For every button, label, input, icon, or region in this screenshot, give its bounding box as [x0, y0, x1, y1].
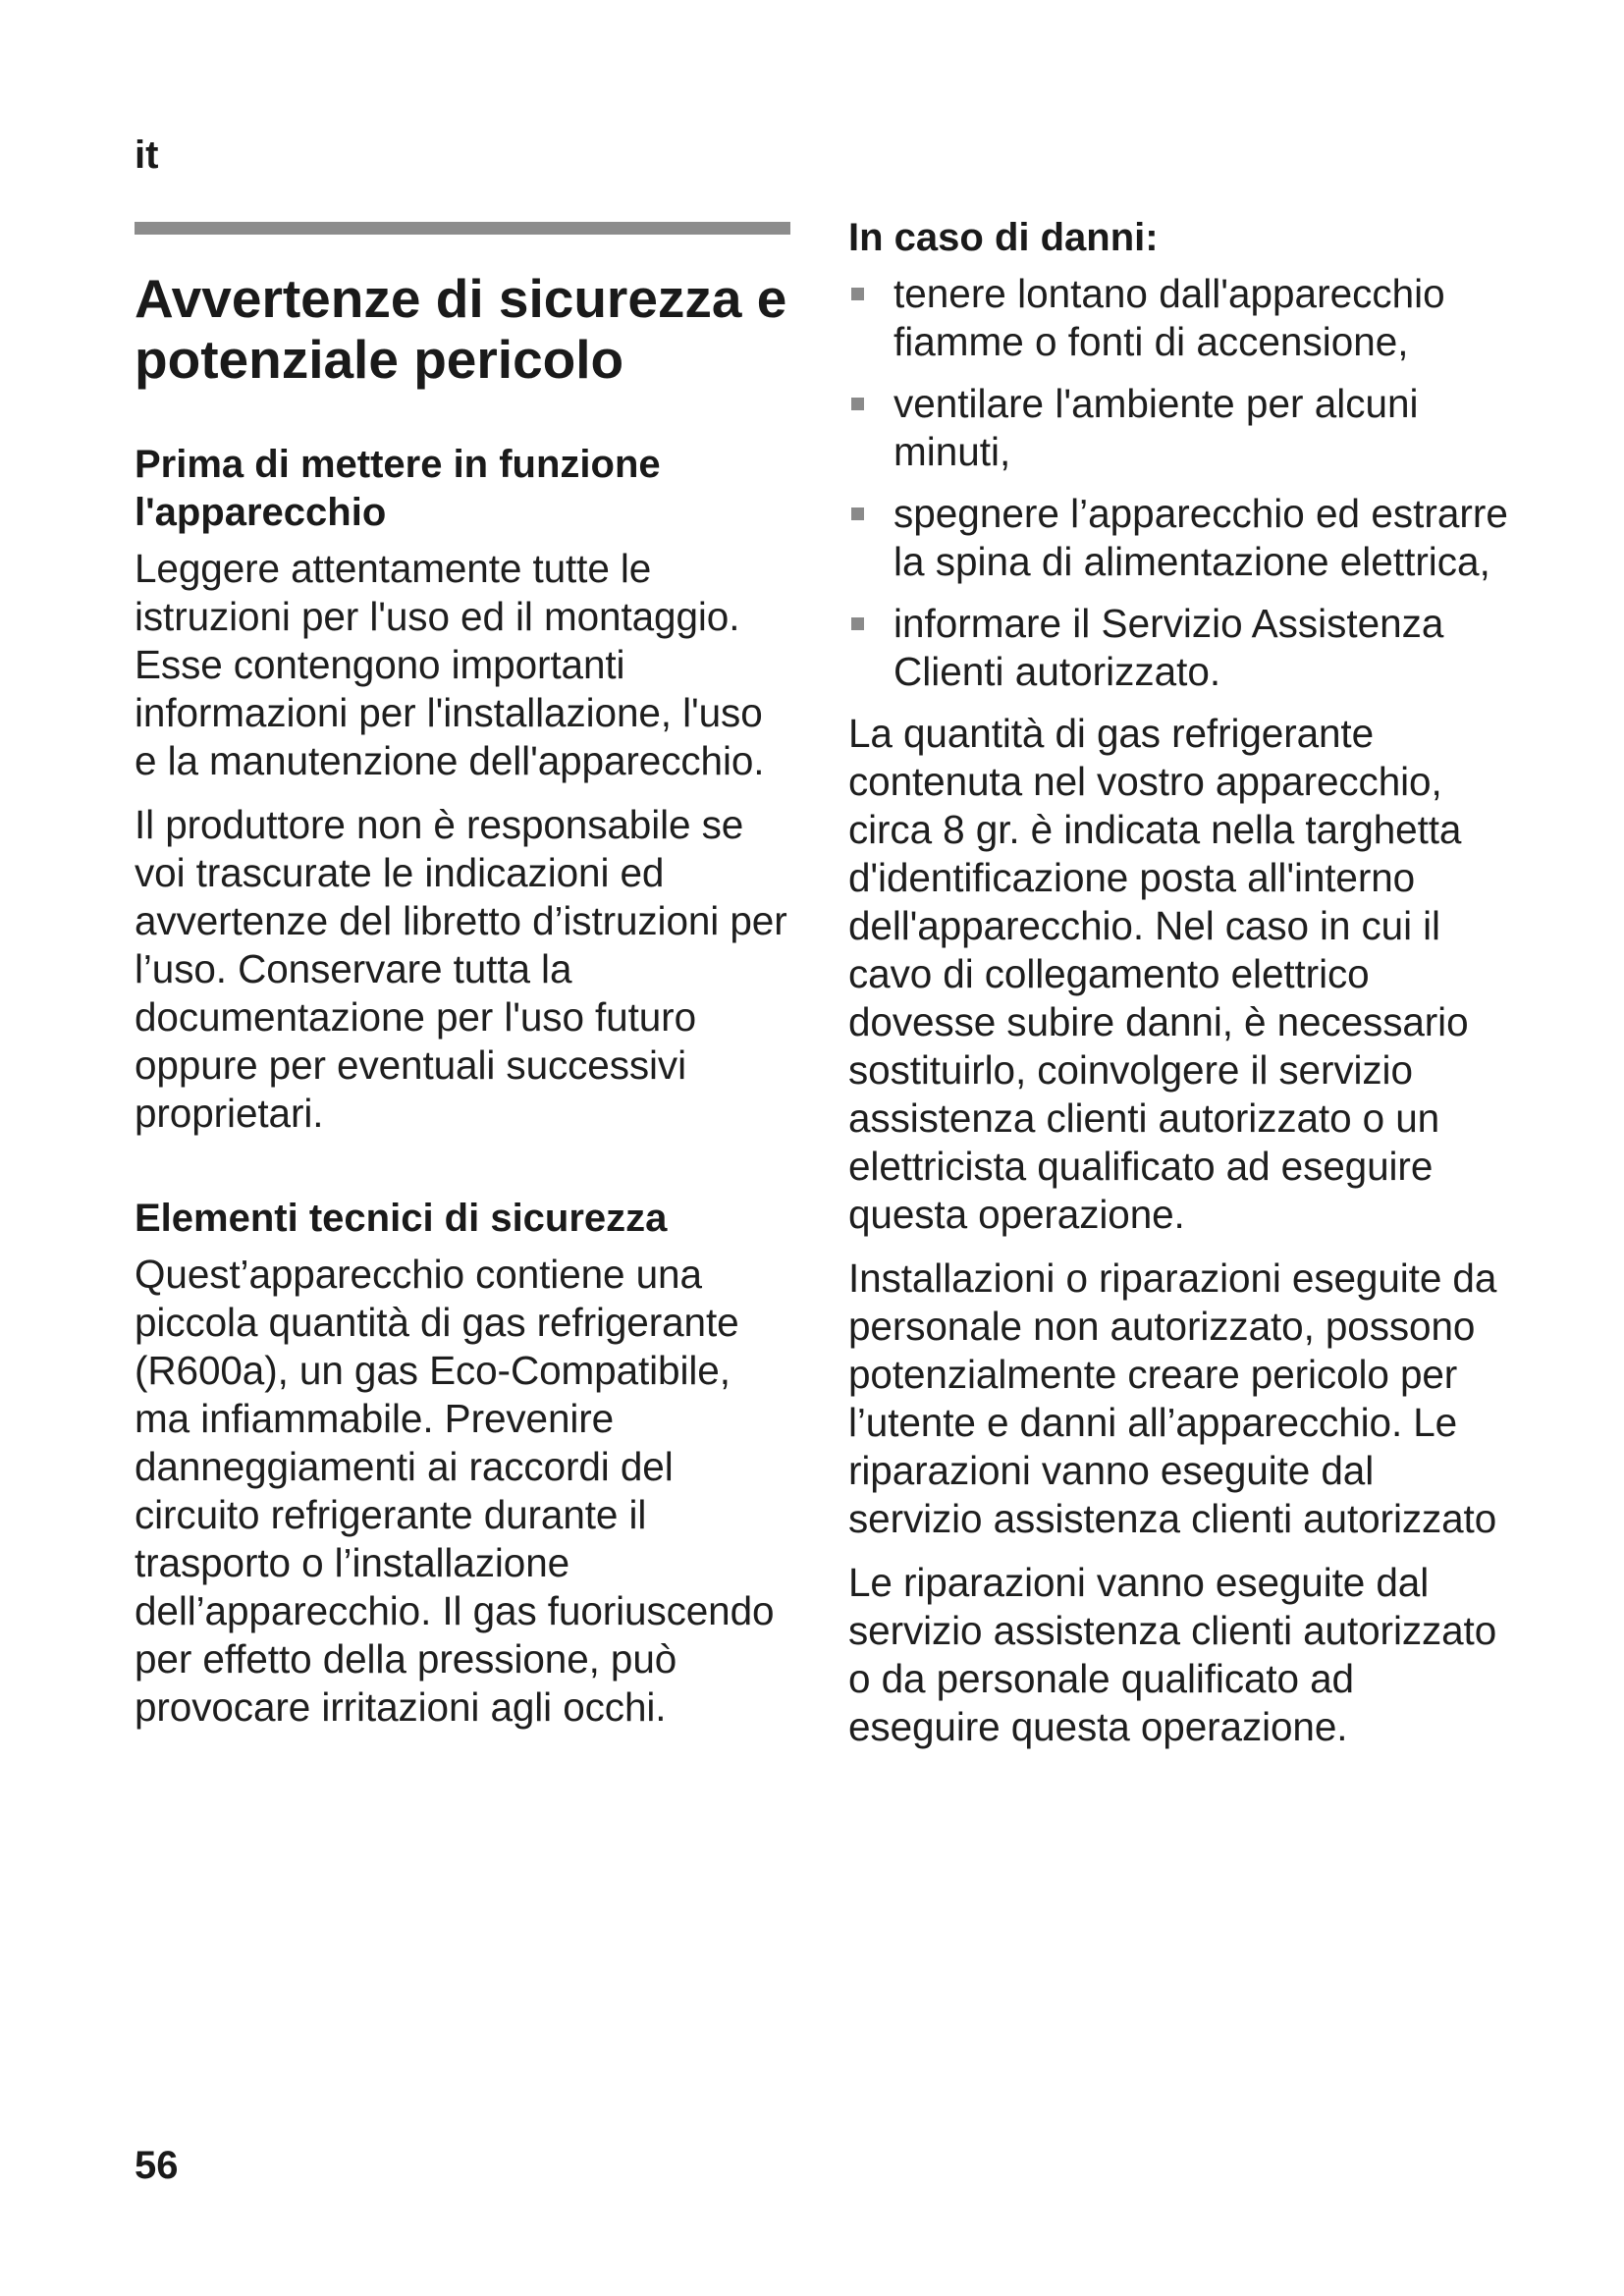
list-item — [848, 270, 1516, 366]
square-bullet-icon — [851, 398, 864, 410]
paragraph-refrigerant-gas: Quest’apparecchio contiene una piccola quantità di gas refrigerante (R600a), un gas Eco-Compatibile, ma infiammabile. Prevenire danneggiamenti ai raccordi del circuito refrigerante durante il trasporto o l’installazione dell’apparecchio. Il gas fuoriuscendo per effetto della pressione, può provocare irritazioni agli occhi. — [135, 1252, 775, 1730]
list-item — [848, 490, 1516, 586]
language-code: it — [135, 133, 159, 177]
paragraph-gas-quantity: La quantità di gas refrigerante contenuta nel vostro apparecchio, circa 8 gr. è indicata nella targhetta d'identificazione posta all'interno dell'apparecchio. Nel caso in cui il cavo di collegamento elettrico dovesse subire danni, è necessario sostituirlo, coinvolgere il servizio assistenza clienti autorizzato o un elettricista qualificato ad eseguire questa operazione. — [848, 711, 1469, 1237]
list-item-text: informare il Servizio Assistenza Clienti autorizzato. — [893, 601, 1444, 694]
section-divider-bar — [135, 222, 790, 235]
list-item-text: ventilare l'ambiente per alcuni minuti, — [893, 381, 1419, 474]
left-column — [135, 222, 790, 1747]
paragraph-read-instructions: Leggere attentamente tutte le istruzioni per l'uso ed il montaggio. Esse contengono importanti informazioni per l'installazione, l'uso e la manutenzione dell'apparecchio. — [135, 546, 765, 783]
page-title: Avvertenze di sicurezza e potenziale pericolo — [135, 268, 787, 390]
damage-steps-list — [848, 270, 1516, 696]
section-heading-in-case-of-damage: In caso di danni: — [848, 216, 1159, 259]
paragraph-unauthorized-repairs: Installazioni o riparazioni eseguite da personale non autorizzato, possono potenzialmente creare pericolo per l’utente e danni all’apparecchio. Le riparazioni vanno eseguite dal servizio assistenza clienti autorizzato — [848, 1255, 1497, 1541]
list-item-text: spegnere l’apparecchio ed estrarre la spina di alimentazione elettrica, — [893, 491, 1508, 584]
square-bullet-icon — [851, 617, 864, 630]
list-item — [848, 380, 1516, 476]
list-item-text: tenere lontano dall'apparecchio fiamme o fonti di accensione, — [893, 271, 1445, 364]
section-heading-before-use: Prima di mettere in funzione l'apparecchio — [135, 443, 661, 534]
page-number: 56 — [135, 2144, 179, 2187]
square-bullet-icon — [851, 507, 864, 520]
paragraph-manufacturer-liability: Il produttore non è responsabile se voi trascurate le indicazioni ed avvertenze del libretto d’istruzioni per l’uso. Conservare tutta la documentazione per l'uso futuro oppure per eventuali successivi proprietari. — [135, 802, 787, 1136]
right-column — [848, 214, 1516, 1767]
paragraph-authorized-repairs: Le riparazioni vanno eseguite dal servizio assistenza clienti autorizzato o da personale qualificato ad eseguire questa operazione. — [848, 1560, 1497, 1749]
square-bullet-icon — [851, 288, 864, 300]
list-item — [848, 600, 1516, 696]
section-heading-technical-safety: Elementi tecnici di sicurezza — [135, 1197, 668, 1240]
